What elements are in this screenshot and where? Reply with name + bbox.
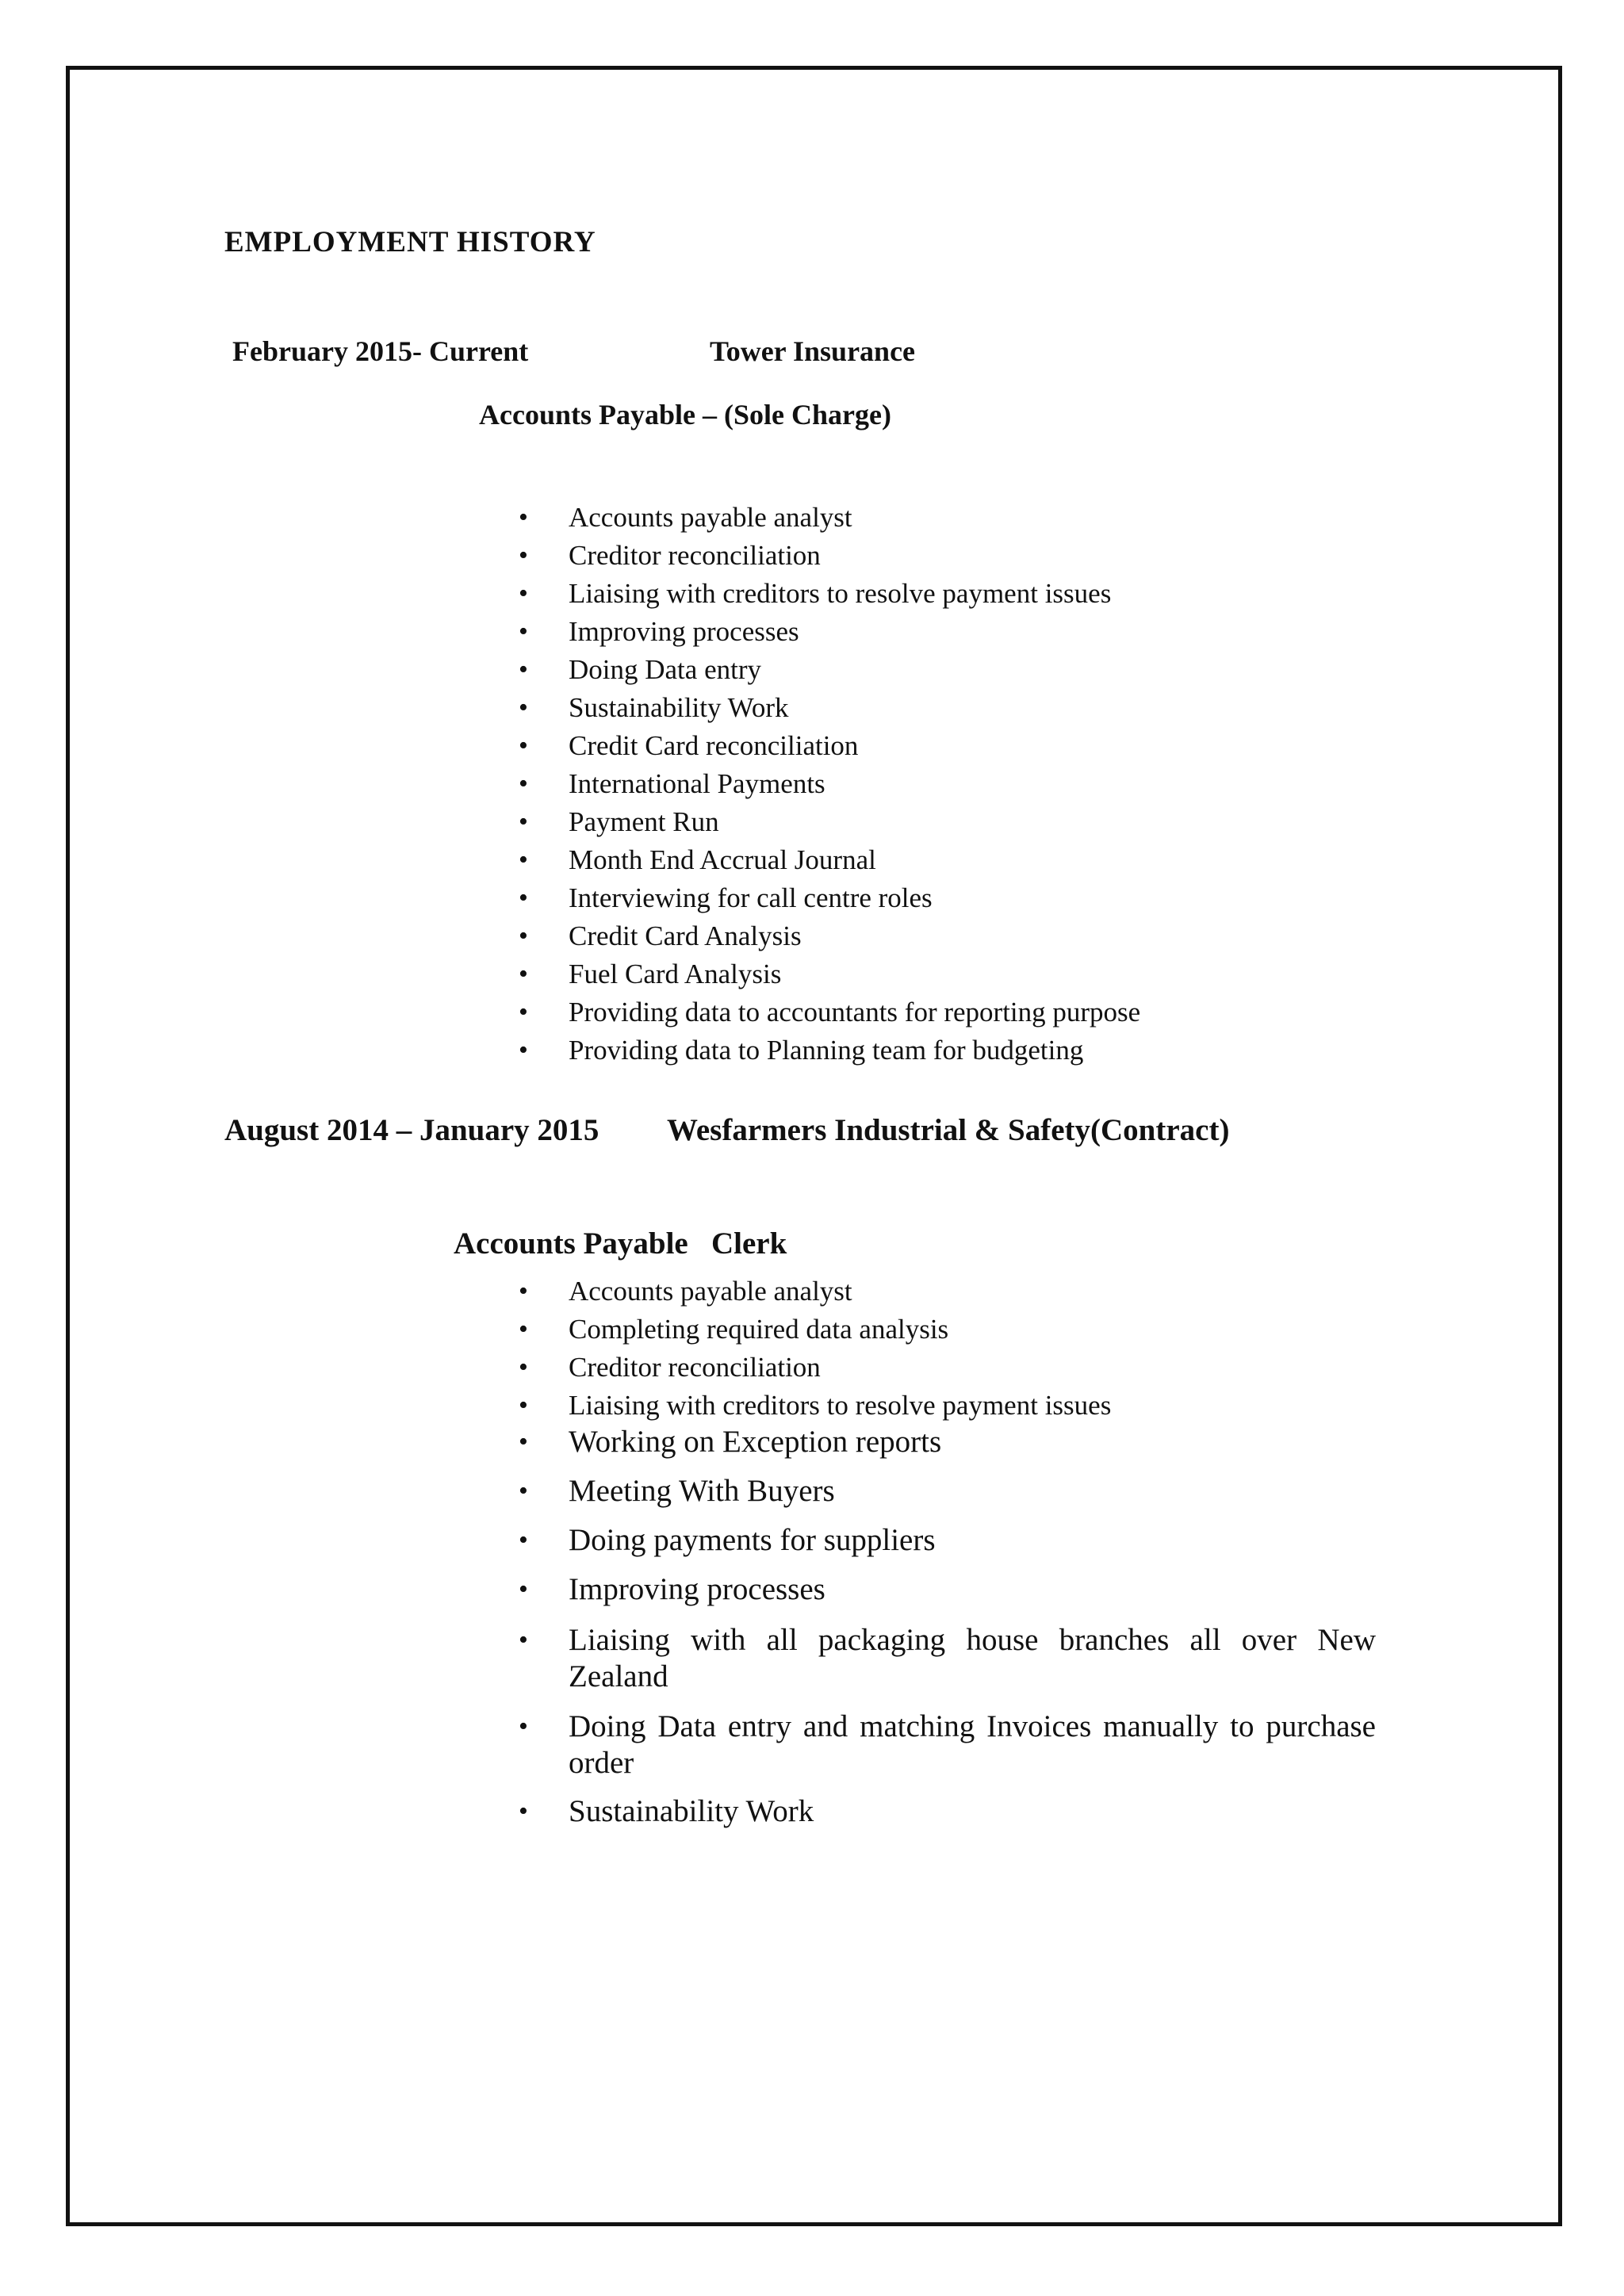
job-2-company: Wesfarmers Industrial & Safety(Contract) — [667, 1113, 1230, 1147]
bullet-icon: • — [519, 997, 528, 1027]
bullet-icon: • — [519, 1797, 528, 1826]
bullet-icon: • — [519, 655, 528, 684]
bullet-icon: • — [519, 1525, 528, 1555]
bullet-icon: • — [519, 1391, 528, 1420]
bullet-icon: • — [519, 1476, 528, 1506]
bullet-icon: • — [519, 731, 528, 760]
bullet-icon: • — [519, 1625, 528, 1655]
bullet-icon: • — [519, 769, 528, 798]
job-1-date: February 2015- Current — [232, 335, 529, 367]
bullet-icon: • — [519, 921, 528, 951]
bullet-icon: • — [519, 883, 528, 913]
section-title: EMPLOYMENT HISTORY — [224, 226, 596, 258]
job-1-role: Accounts Payable – (Sole Charge) — [479, 399, 891, 430]
bullet-icon: • — [519, 541, 528, 570]
bullet-icon: • — [519, 693, 528, 722]
bullet-icon: • — [519, 1427, 528, 1456]
bullet-icon: • — [519, 1353, 528, 1382]
bullet-icon: • — [519, 503, 528, 532]
bullet-icon: • — [519, 1314, 528, 1344]
bullet-icon: • — [519, 807, 528, 836]
bullet-icon: • — [519, 1276, 528, 1306]
bullet-icon: • — [519, 959, 528, 989]
bullet-icon: • — [519, 617, 528, 646]
bullet-icon: • — [519, 1035, 528, 1065]
bullet-icon: • — [519, 1575, 528, 1604]
bullet-icon: • — [519, 579, 528, 608]
job-1-company: Tower Insurance — [710, 335, 916, 367]
bullet-icon: • — [519, 845, 528, 874]
job-2-role: Accounts Payable Clerk — [454, 1226, 787, 1261]
job-2-date: August 2014 – January 2015 — [224, 1113, 599, 1147]
bullet-icon: • — [519, 1712, 528, 1741]
